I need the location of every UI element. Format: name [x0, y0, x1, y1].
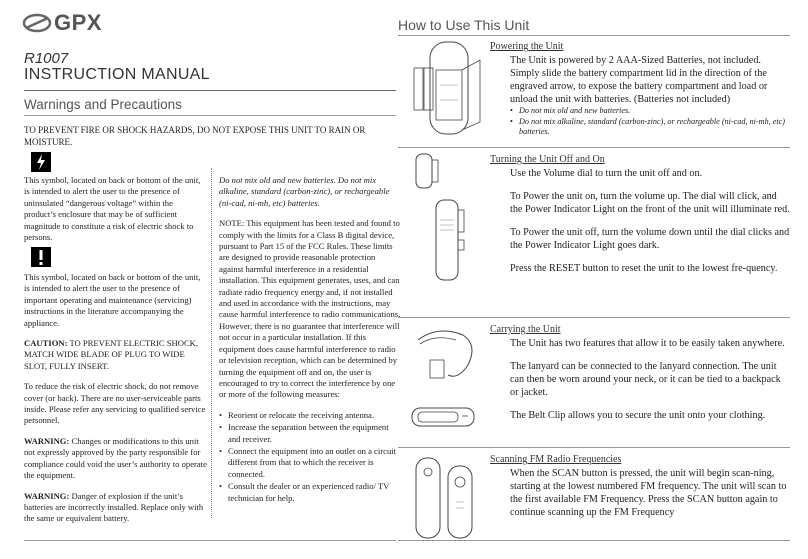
turning-p3: To Power the unit off, turn the volume down until the dial clicks and the Power Indicator Light goes dark. — [510, 227, 790, 251]
section-rule — [398, 317, 790, 318]
warning-modifications — [24, 436, 207, 482]
warnings-column-2 — [219, 175, 401, 505]
turning-p4: Press the RESET button to reset the unit to the lowest fre-quency. — [510, 263, 778, 274]
turning-p2: To Power the unit on, turn the volume up. The dial will click, and the Power Indicator Light on the front of the unit will illuminate red. — [510, 191, 790, 215]
warnings-rule — [24, 115, 396, 116]
scanning-title: Scanning FM Radio Frequencies — [490, 454, 622, 465]
list-item: • Increase the separation between the equipment and receiver. — [219, 422, 401, 445]
interference-measures-list — [219, 410, 401, 504]
list-item: • Reorient or relocate the receiving antenna. — [219, 410, 401, 421]
carrying-p3: The Belt Clip allows you to secure the unit onto your clothing. — [510, 410, 766, 421]
powering-body: The Unit is powered by 2 AAA-Sized Batteries, not included. Simply slide the battery compartment lid in the direction of the engraved arrow, to expose the battery compartment and load or unload the unit with batteries. (Batteries not included) — [510, 55, 768, 105]
exclamation-symbol-text: This symbol, located on back or bottom of the unit, is intended to alert the user to the presence of important operating and maintenance (servicing) instructions in the literature accompanying the appliance. — [24, 272, 201, 328]
column-divider — [211, 168, 212, 518]
warning2-label: WARNING: — [24, 490, 70, 501]
warnings-column-1b — [24, 272, 207, 534]
lightning-warning-icon — [31, 152, 51, 172]
volume-dial-illustration — [410, 150, 480, 300]
warnings-column-1 — [24, 175, 207, 252]
manual-title: INSTRUCTION MANUAL — [24, 66, 210, 83]
list-item: • Do not mix old and new batteries. — [510, 106, 790, 117]
powering-notes — [510, 106, 790, 138]
lanyard-belt-clip-illustration — [408, 320, 486, 440]
carrying-p2: The lanyard can be connected to the lanyard connection. The unit can then be worn around your neck, or it can be tied to a backpack or jacket. — [510, 361, 781, 398]
battery-note: Do not mix old and new batteries. Do not mix alkaline, standard (carbon-zinc), or rechargeable (ni-cad, ni-mh, etc) batteries. — [219, 175, 390, 208]
battery-compartment-illustration — [410, 40, 488, 138]
powering-section — [490, 40, 790, 138]
scanning-section — [490, 453, 790, 529]
turning-title: Turning the Unit Off and On — [490, 154, 605, 165]
turning-section — [490, 153, 790, 285]
shock-risk-text: To reduce the risk of electric shock, do not remove cover (or back). There are no user-serviceable parts inside. Please refer any servicing to qualified service personnel. — [24, 381, 206, 426]
list-item: • Connect the equipment into an outlet on a circuit different from that to which the receiver is connected. — [219, 446, 401, 480]
carrying-title: Carrying the Unit — [490, 324, 561, 335]
section-rule — [398, 447, 790, 448]
brand-logo — [22, 10, 102, 36]
brand-name: GPX — [54, 10, 102, 35]
list-item: • Consult the dealer or an experienced radio/ TV technician for help. — [219, 481, 401, 504]
title-rule — [24, 90, 396, 91]
warning2-text: Danger of explosion if the unit’s batteries are incorrectly installed. Replace only with the same or equivalent battery. — [24, 490, 204, 524]
carrying-section — [490, 323, 790, 432]
scanning-p1: When the SCAN button is pressed, the unit will begin scan-ning, starting at the lowest numbered FM frequency. The unit will scan to the first available FM Frequency. Press the SCAN button again to continue scanning up the FM Frequency — [510, 468, 787, 518]
warning1-text: Changes or modifications to this unit not expressly approved by the party responsible for compliance could void the user’s authority to operate the equipment. — [24, 435, 207, 481]
gpx-swoosh-icon — [22, 12, 52, 34]
right-bottom-rule — [398, 540, 790, 541]
carrying-p1: The Unit has two features that allow it to be easily taken anywhere. — [510, 338, 785, 349]
list-item: • Do not mix alkaline, standard (carbon-zinc), or rechargeable (ni-cad, ni-mh, etc) batteries. — [510, 117, 790, 138]
warning-batteries — [24, 491, 207, 525]
caution-paragraph — [24, 338, 207, 372]
top-warning: TO PREVENT FIRE OR SHOCK HAZARDS, DO NOT EXPOSE THIS UNIT TO RAIN OR MOISTURE. — [24, 125, 366, 147]
exclamation-warning-icon — [31, 247, 51, 267]
warning1-label: WARNING: — [24, 435, 70, 446]
warnings-heading: Warnings and Precautions — [24, 97, 182, 112]
how-to-rule — [398, 35, 790, 36]
model-number: R1007 — [24, 50, 69, 67]
fcc-note: NOTE: This equipment has been tested and found to comply with the limits for a Class B digital device, pursuant to Part 15 of the FCC Rules. These limits are designed to provide reasonable protection against harmful interference in a residential installation. This equipment generates, uses, and can radiate radio frequency energy and, if not installed and used in accordance with the instructions, may cause harmful interference to radio communications. However, there is no guarantee that interference will not occur in a particular installation. If this equipment does cause harmful interference to radio or television reception, which can be determined by turning the equipment off and on, the user is encouraged to try to correct the interference by one or more of the following measures: — [219, 218, 401, 400]
turning-p1: Use the Volume dial to turn the unit off and on. — [510, 168, 703, 179]
lightning-symbol-text: This symbol, located on back or bottom of the unit, is intended to alert the user to the presence of uninsulated “dangerous voltage” within the product’s enclosure that may be of sufficient magnitude to constitute a risk of electric shock to persons. — [24, 175, 201, 243]
caution-label: CAUTION: — [24, 338, 68, 349]
caution-text: TO PREVENT ELECTRIC SHOCK, MATCH WIDE BLADE OF PLUG TO WIDE SLOT, FULLY INSERT. — [24, 338, 199, 371]
how-to-heading: How to Use This Unit — [398, 17, 530, 33]
left-bottom-rule — [24, 540, 396, 541]
powering-title: Powering the Unit — [490, 41, 564, 52]
section-rule — [398, 147, 790, 148]
scan-button-illustration — [412, 452, 482, 542]
